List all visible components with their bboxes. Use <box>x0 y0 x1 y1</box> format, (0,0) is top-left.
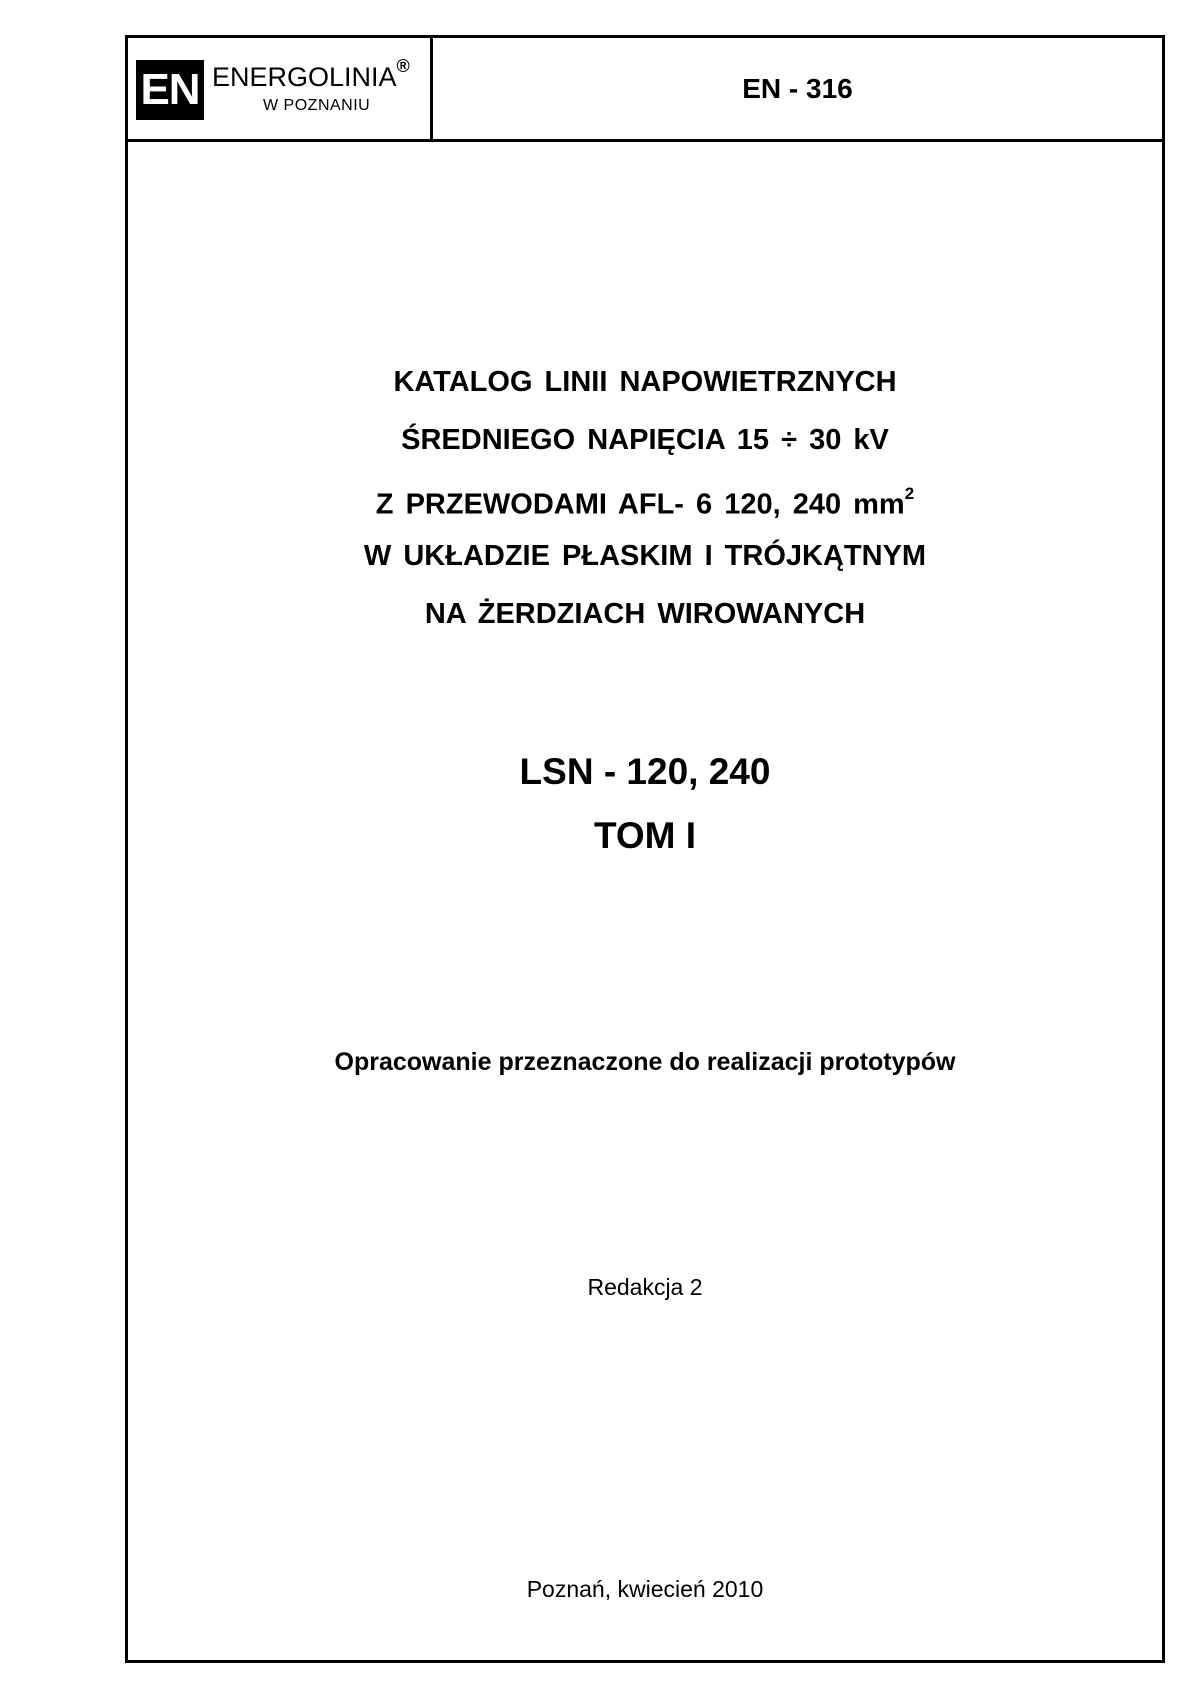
logo-subtitle: W POZNANIU <box>263 97 371 114</box>
title-line-1: KATALOG LINII NAPOWIETRZNYCH <box>393 366 897 398</box>
purpose-note: Opracowanie przeznaczone do realizacji prototypów <box>334 1048 956 1076</box>
title-line-3-superscript: 2 <box>904 484 915 503</box>
title-line-3-text: Z PRZEWODAMI AFL- 6 120, 240 mm <box>375 488 905 521</box>
designation: LSN - 120, 240 <box>519 751 771 792</box>
catalog-title <box>128 353 1162 643</box>
page-frame <box>125 35 1165 1663</box>
title-line-3 <box>128 469 1162 527</box>
edition-label: Redakcja 2 <box>587 1274 703 1300</box>
title-block-header <box>128 38 1162 142</box>
volume-label: TOM I <box>593 815 697 856</box>
title-line-5: NA ŻERDZIACH WIROWANYCH <box>424 598 866 630</box>
document-code: EN - 316 <box>742 73 853 104</box>
company-logo <box>128 38 433 139</box>
title-line-2: ŚREDNIEGO NAPIĘCIA 15 ÷ 30 kV <box>401 424 889 456</box>
logo-name-text: ENERGOLINIA <box>212 62 397 92</box>
place-and-date: Poznań, kwiecień 2010 <box>526 1576 764 1602</box>
logo-badge: EN <box>136 60 204 120</box>
title-line-4: W UKŁADZIE PŁASKIM I TRÓJKĄTNYM <box>363 540 927 572</box>
logo-company-name <box>212 56 410 93</box>
registered-mark: ® <box>396 56 410 76</box>
